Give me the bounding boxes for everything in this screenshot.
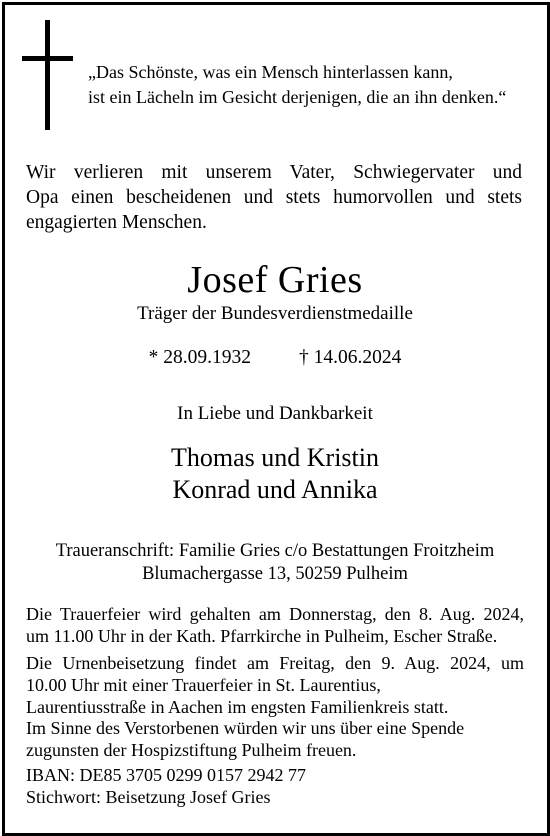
burial-line-3: Laurentiusstraße in Aachen im engsten Familienkreis statt. — [26, 697, 449, 717]
donation-line-1: Im Sinne des Verstorbenen würden wir uns über eine Spende — [26, 718, 465, 738]
donation-info — [26, 717, 524, 761]
service-info — [26, 603, 524, 647]
death-date: † 14.06.2024 — [299, 347, 402, 368]
quote-line-2: ist ein Lächeln im Gesicht derjenigen, die an ihn denken.“ — [88, 87, 507, 107]
mourning-address — [0, 540, 550, 586]
mourners-line-1: Thomas und Kristin — [171, 443, 379, 472]
burial-info — [26, 652, 524, 718]
intro-text — [26, 160, 522, 235]
deceased-name: Josef Gries — [187, 259, 363, 301]
address-line-1: Traueranschrift: Familie Gries c/o Bestattungen Froitzheim — [55, 541, 495, 561]
intro-line-1: Wir verlieren mit unserem Vater, Schwiegervater und — [26, 162, 522, 183]
iban: IBAN: DE85 3705 0299 0157 2942 77 — [26, 765, 306, 785]
donation-keyword: Stichwort: Beisetzung Josef Gries — [26, 787, 271, 807]
intro-line-3: engagierten Menschen. — [26, 212, 207, 233]
burial-line-1: Die Urnenbeisetzung findet am Freitag, den 9. Aug. 2024, um — [26, 653, 524, 673]
bank-details — [26, 764, 524, 808]
service-line-1: Die Trauerfeier wird gehalten am Donnerstag, den 8. Aug. 2024, — [26, 604, 524, 624]
intro-line-2: Opa einen bescheidenen und stets humorvollen und stets — [26, 187, 522, 208]
mourners-line-2: Konrad und Annika — [172, 475, 378, 504]
memorial-quote — [88, 60, 538, 110]
address-line-2: Blumachergasse 13, 50259 Pulheim — [142, 564, 408, 584]
life-dates — [0, 346, 550, 370]
burial-line-2: 10.00 Uhr mit einer Trauerfeier in St. Laurentius, — [26, 675, 381, 695]
mourners-names — [0, 442, 550, 506]
mourners-intro: In Liebe und Dankbarkeit — [177, 403, 373, 424]
deceased-award: Träger der Bundesverdienstmedaille — [137, 303, 413, 324]
service-line-2: um 11.00 Uhr in der Kath. Pfarrkirche in Pulheim, Escher Straße. — [26, 626, 498, 646]
quote-line-1: „Das Schönste, was ein Mensch hinterlassen kann, — [88, 62, 453, 82]
birth-date: * 28.09.1932 — [148, 347, 251, 368]
donation-line-2: zugunsten der Hospizstiftung Pulheim freuen. — [26, 740, 357, 760]
